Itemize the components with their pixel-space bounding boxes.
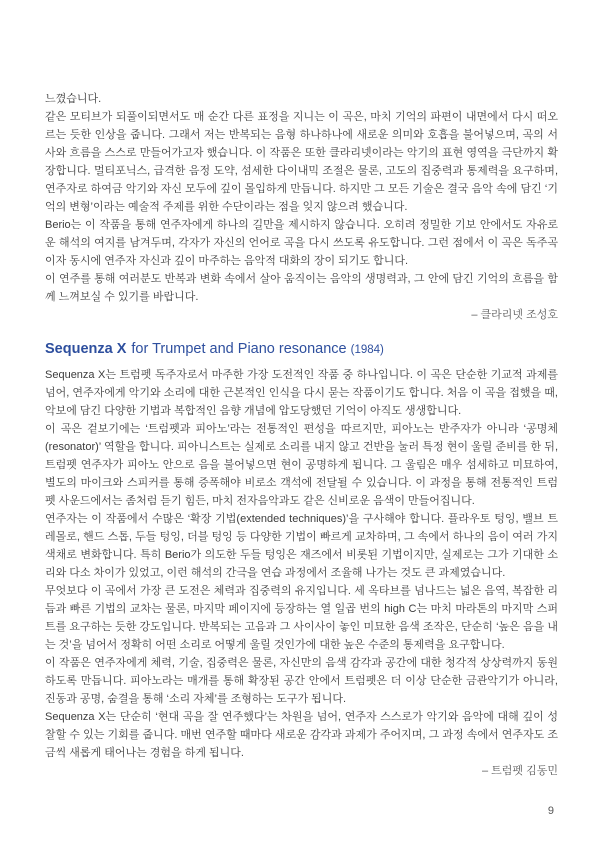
trumpet-note-paragraph: 무엇보다 이 곡에서 가장 큰 도전은 체력과 집중력의 유지입니다. 세 옥타브를 넘나드는 넓은 음역, 복잡한 리듬과 빠른 기법의 교차는 물론, 마지막 페이지에 등장하는 열 일곱 번의 high C는 마치 마라톤의 마지막 스퍼트를 요구하는 듯한 강도입니다. 반복되는 고음과 그 사이사이 놓인 미묘한 음색 조작은, 단순히 ‘높은 음을 내는 것’을 넘어서 정확히 어떤 소리로 어떻게 울릴 것인가에 대한 높은 수준의 통제력을 요구합니다.: [45, 585, 558, 651]
page-number: 9: [547, 805, 554, 817]
clarinet-note-paragraph: Berio는 이 작품을 통해 연주자에게 하나의 길만을 제시하지 않습니다. 오히려 정밀한 기보 안에서도 자유로운 해석의 여지를 남겨두며, 각자가 자신의 언어로 곡을 다시 쓰도록 유도합니다. 그런 점에서 이 곡은 독주곡이자 동시에 연주자 자신과 깊이 마주하는 음악적 대화의 장이 되기도 합니다.: [45, 219, 558, 267]
clarinet-note-paragraph: 이 연주를 통해 여러분도 반복과 변화 속에서 살아 움직이는 음악의 생명력과, 그 안에 담긴 기억의 흐름을 함께 느껴보실 수 있기를 바랍니다.: [45, 273, 558, 303]
piece-subtitle: for Trumpet and Piano resonance: [131, 341, 347, 357]
trumpet-note-paragraph: 이 곡은 겉보기에는 ‘트럼펫과 피아노’라는 전통적인 편성을 따르지만, 피아노는 반주자가 아니라 ‘공명체(resonator)’ 역할을 합니다. 피아니스트는 실제로 소리를 내지 않고 건반을 눌러 특정 현이 울릴 준비를 한 뒤, 트럼펫 연주자가 피아노 안으로 음을 불어넣으면 현이 공명하게 됩니다. 그 울림은 매우 섬세하고 미묘하여, 별도의 마이크와 스피커를 통해 증폭해야 비로소 객석에 전달될 수 있습니다. 이 과정을 통해 전통적인 트럼펫 사운드에서는 좀처럼 듣기 힘든, 마치 전자음악과도 같은 신비로운 음색이 만들어집니다.: [45, 423, 558, 507]
trumpet-note-paragraph: 이 작품은 연주자에게 체력, 기술, 집중력은 물론, 자신만의 음색 감각과 공간에 대한 청각적 상상력까지 동원하도록 만듭니다. 피아노라는 매개를 통해 확장된 공간 안에서 트럼펫은 더 이상 단순한 금관악기가 아니라, 진동과 공명, 숨결을 통해 ‘소리 자체’를 조형하는 도구가 됩니다.: [45, 657, 558, 705]
clarinet-note-paragraph: 같은 모티브가 되풀이되면서도 매 순간 다른 표정을 지니는 이 곡은, 마치 기억의 파편이 내면에서 다시 떠오르는 듯한 인상을 줍니다. 그래서 저는 반복되는 음형 하나하나에 새로운 의미와 호흡을 불어넣으며, 곡의 서사와 흐름을 스스로 만들어가고자 했습니다. 이 작품은 또한 클라리넷이라는 악기의 표현 영역을 극단까지 확장합니다. 멀티포닉스, 급격한 음정 도약, 섬세한 다이내믹 조절은 물론, 고도의 집중력과 통제력을 요구하며, 연주자로 하여금 악기와 자신 모두에 깊이 몰입하게 만듭니다. 하지만 그 모든 기술은 결국 음악 속에 담긴 ‘기억의 변형’이라는 예술적 주제를 위한 수단이라는 점을 잊지 않으려 했습니다.: [45, 111, 558, 213]
trumpet-note-paragraph: 연주자는 이 작품에서 수많은 ‘확장 기법(extended techniques)’을 구사해야 합니다. 플라우토 텅잉, 밸브 트레몰로, 핸드 스톱, 두들 텅잉, 더블 텅잉 등 다양한 기법이 빠르게 교차하며, 그 속에서 하나의 음이 여러 가지 색채로 변화합니다. 특히 Berio가 의도한 두들 텅잉은 재즈에서 비롯된 기법이지만, 실제로는 그가 기대한 소리와 다소 차이가 있었고, 이런 해석의 간극을 연습 과정에서 조율해 나가는 것도 큰 과제였습니다.: [45, 513, 558, 579]
piece-year: (1984): [350, 344, 384, 356]
trumpet-signature: – 트럼펫 김동민: [482, 765, 558, 777]
page-content: [45, 90, 558, 780]
trumpet-note-paragraph: Sequenza X는 트럼펫 독주자로서 마주한 가장 도전적인 작품 중 하나입니다. 이 곡은 단순한 기교적 과제를 넘어, 연주자에게 악기와 소리에 대한 근본적인 인식을 다시 묻는 작품이기도 합니다. 처음 이 곡을 접했을 때, 악보에 담긴 다양한 기법과 복합적인 음향 개념에 압도당했던 기억이 아직도 생생합니다.: [45, 369, 558, 417]
section-heading: [45, 339, 558, 360]
clarinet-signature: – 클라리넷 조성호: [471, 309, 558, 321]
piece-title: Sequenza X: [45, 341, 127, 357]
trumpet-note-paragraph: Sequenza X는 단순히 ‘현대 곡을 잘 연주했다’는 차원을 넘어, 연주자 스스로가 악기와 음악에 대해 깊이 성찰할 수 있는 기회를 줍니다. 매번 연주할 때마다 새로운 감각과 과제가 주어지며, 그 과정 속에서 연주자도 조금씩 새롭게 태어나는 경험을 하게 됩니다.: [45, 711, 558, 759]
clarinet-note-paragraph: 느꼈습니다.: [45, 93, 102, 105]
